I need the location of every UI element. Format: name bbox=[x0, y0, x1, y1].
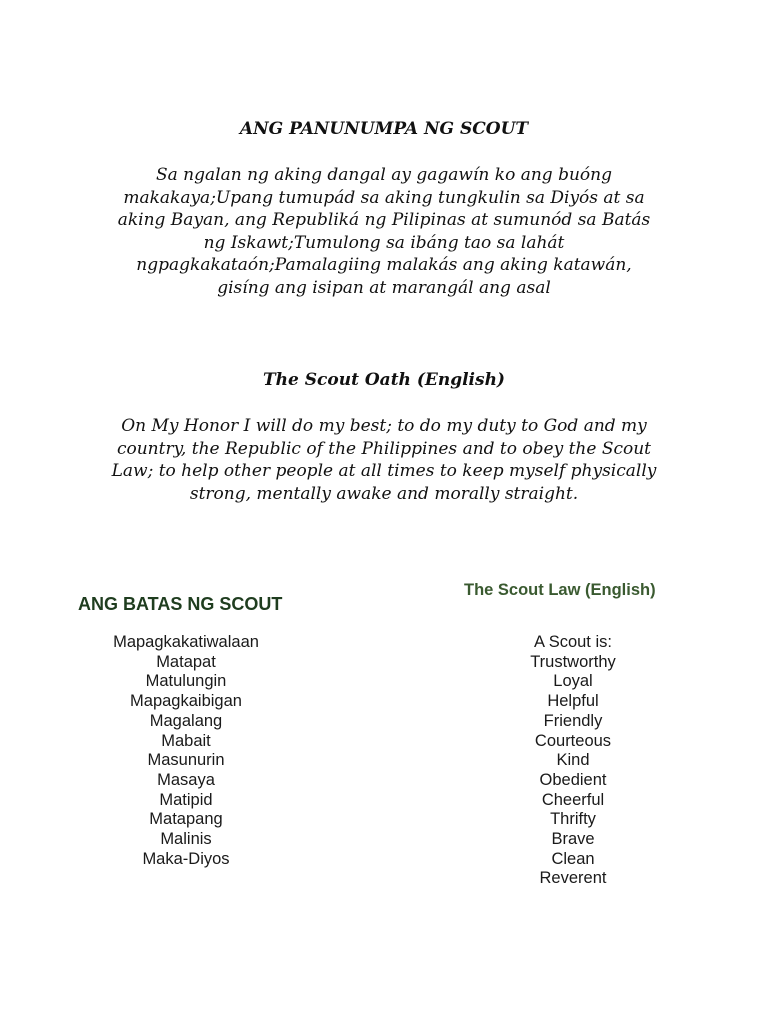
batas-item: Mapagkakatiwalaan bbox=[113, 633, 259, 651]
scout-law-heading: The Scout Law (English) bbox=[464, 581, 656, 599]
batas-item: Mapagkaibigan bbox=[130, 692, 242, 711]
scout-law-item: Kind bbox=[556, 751, 590, 770]
scout-law-item: Cheerful bbox=[541, 790, 605, 809]
batas-item: Magalang bbox=[149, 711, 223, 730]
scout-law-item: Obedient bbox=[539, 770, 607, 789]
scout-oath-title: The Scout Oath (English) bbox=[263, 370, 505, 390]
batas-item: Malinis bbox=[160, 830, 212, 849]
batas-item: Matipid bbox=[159, 790, 213, 809]
batas-item: Masunurin bbox=[147, 751, 225, 770]
scout-oath-line: Law; to help other people at all times to keep myself physically bbox=[111, 461, 657, 481]
scout-law-item: Thrifty bbox=[550, 810, 596, 829]
batas-item: Masaya bbox=[157, 770, 215, 789]
scout-oath-text bbox=[84, 415, 684, 505]
panunumpa-title: ANG PANUNUMPA NG SCOUT bbox=[239, 119, 529, 139]
batas-item: Mabait bbox=[161, 731, 211, 750]
batas-item: Maka-Diyos bbox=[142, 849, 230, 868]
panunumpa-line: Sa ngalan ng aking dangal ay gagawín ko ang buóng bbox=[156, 165, 612, 185]
batas-item: Matapat bbox=[156, 652, 216, 671]
scout-law-item: Friendly bbox=[543, 711, 603, 730]
scout-law-item: Helpful bbox=[547, 692, 599, 711]
panunumpa-line: ngpagkakataón;Pamalagiing malakás ang aking katawán, bbox=[136, 255, 632, 275]
scout-law-item: Trustworthy bbox=[530, 652, 616, 671]
scout-oath-line: strong, mentally awake and morally straight. bbox=[189, 483, 579, 504]
batas-item: Matulungin bbox=[145, 672, 227, 691]
scout-law-item: A Scout is: bbox=[534, 633, 612, 651]
scout-oath-line: On My Honor I will do my best; to do my duty to God and my bbox=[121, 416, 647, 436]
panunumpa-line: makakaya;Upang tumupád sa aking tungkulin sa Diyós at sa bbox=[123, 187, 645, 208]
scout-law-item: Reverent bbox=[539, 869, 607, 888]
scout-law-item: Loyal bbox=[553, 672, 593, 691]
batas-item: Matapang bbox=[149, 810, 223, 829]
scout-law-list bbox=[473, 633, 673, 889]
scout-oath-line: country, the Republic of the Philippines and to obey the Scout bbox=[116, 438, 652, 459]
panunumpa-line: aking Bayan, ang Republiká ng Pilipinas at sumunód sa Batás bbox=[117, 210, 651, 230]
scout-law-item: Clean bbox=[551, 849, 595, 868]
batas-heading: ANG BATAS NG SCOUT bbox=[78, 594, 283, 614]
batas-list bbox=[86, 633, 286, 869]
panunumpa-line: ng Iskawt;Tumulong sa ibáng tao sa lahát bbox=[203, 232, 565, 253]
panunumpa-text bbox=[84, 164, 684, 299]
scout-law-item: Courteous bbox=[534, 731, 612, 750]
panunumpa-line: gisíng ang isipan at marangál ang asal bbox=[217, 277, 551, 298]
scout-law-item: Brave bbox=[551, 830, 595, 849]
